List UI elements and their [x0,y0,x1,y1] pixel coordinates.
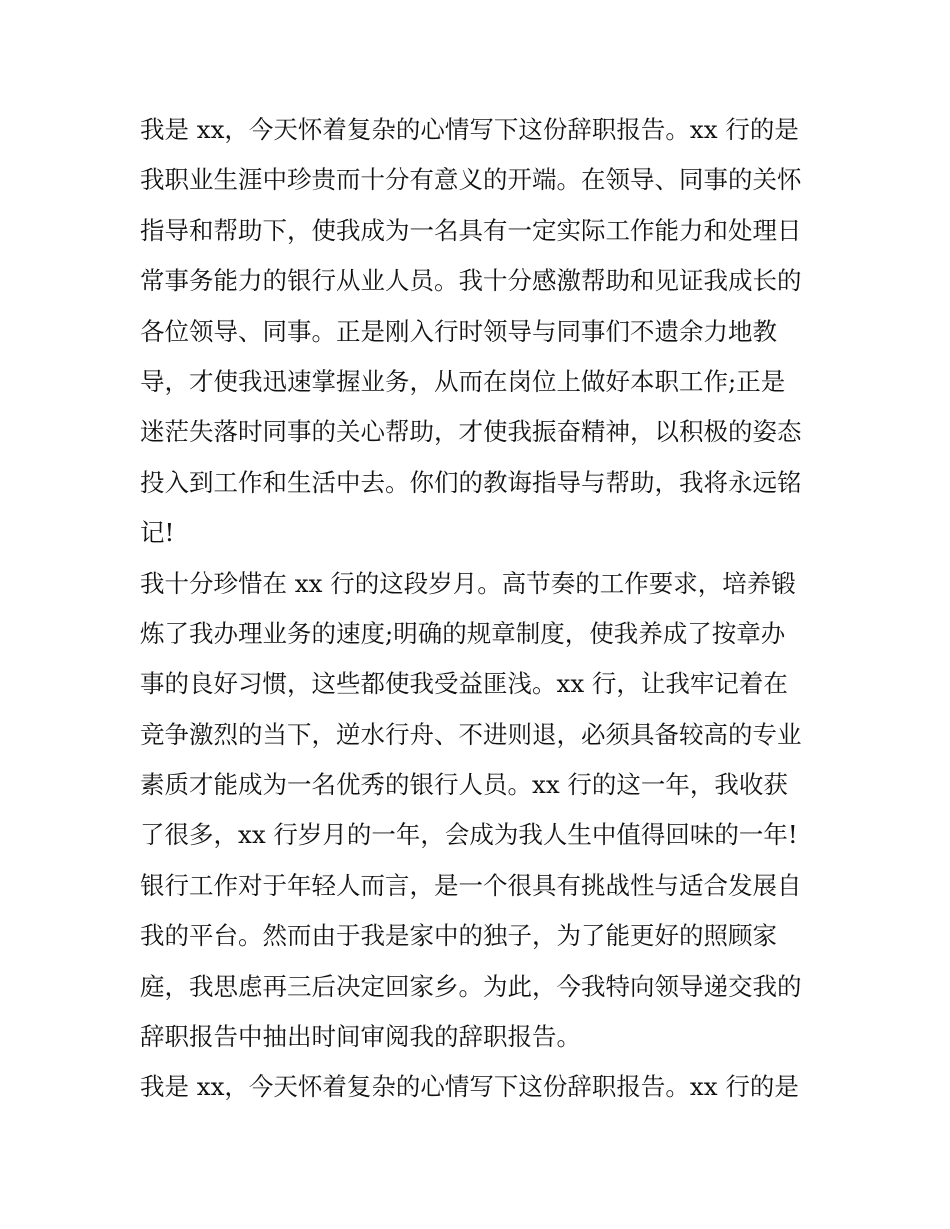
text-line: 我是 xx，今天怀着复杂的心情写下这份辞职报告。xx 行的是 [140,1072,799,1102]
text-line: 银行工作对于年轻人而言，是一个很具有挑战性与适合发展自 [140,870,802,900]
text-line: 炼了我办理业务的速度;明确的规章制度，使我养成了按章办 [140,618,786,648]
text-line: 常事务能力的银行从业人员。我十分感激帮助和见证我成长的 [140,266,802,296]
text-line: 辞职报告中抽出时间审阅我的辞职报告。 [140,1022,581,1052]
text-line: 各位领导、同事。正是刚入行时领导与同事们不遗余力地教 [140,316,777,346]
text-line: 竞争激烈的当下，逆水行舟、不进则退，必须具备较高的专业 [140,719,802,749]
text-line: 导，才使我迅速掌握业务，从而在岗位上做好本职工作;正是 [140,366,786,396]
text-line: 指导和帮助下，使我成为一名具有一定实际工作能力和处理日 [140,215,802,245]
text-line: 了很多，xx 行岁月的一年，会成为我人生中值得回味的一年! [140,820,798,850]
text-line: 记! [140,518,175,548]
document-body [140,105,812,1113]
text-line: 我的平台。然而由于我是家中的独子，为了能更好的照顾家 [140,921,777,951]
text-line: 迷茫失落时同事的关心帮助，才使我振奋精神，以积极的姿态 [140,417,802,447]
text-line: 我十分珍惜在 xx 行的这段岁月。高节奏的工作要求，培养锻 [140,568,796,598]
text-line: 我职业生涯中珍贵而十分有意义的开端。在领导、同事的关怀 [140,165,802,195]
text-line: 投入到工作和生活中去。你们的教诲指导与帮助，我将永远铭 [140,467,802,497]
text-line: 庭，我思虑再三后决定回家乡。为此，今我特向领导递交我的 [140,971,802,1001]
text-line: 素质才能成为一名优秀的银行人员。xx 行的这一年，我收获 [140,770,788,800]
text-line: 我是 xx，今天怀着复杂的心情写下这份辞职报告。xx 行的是 [140,115,799,144]
text-line: 事的良好习惯，这些都使我受益匪浅。xx 行，让我牢记着在 [140,669,788,699]
